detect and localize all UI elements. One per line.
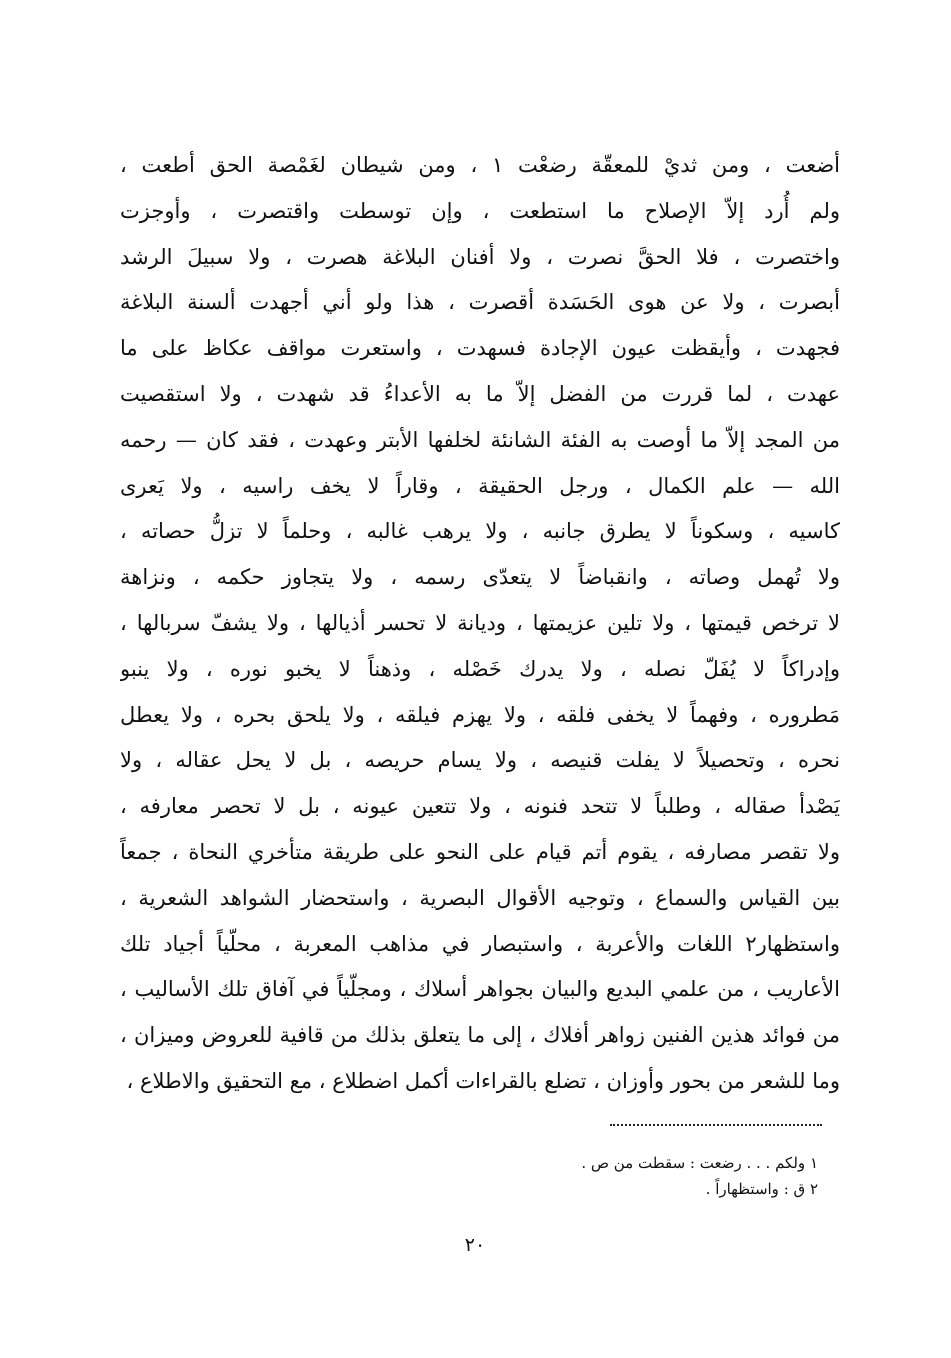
body-line: ولا تقصر مصارفه ، يقوم أتم قيام على النحو على طريقة متأخري النحاة ، جمعاً — [120, 839, 840, 864]
body-line: لا ترخص قيمتها ، ولا تلين عزيمتها ، وديانة لا تحسر أذيالها ، ولا يشفّ سربالها ، — [120, 610, 840, 635]
body-line: يَصْدأ صقاله ، وطلباً لا تتحد فنونه ، ولا تتعين عيونه ، بل لا تحصر معارفه ، — [120, 794, 840, 819]
page-number: ٢٠ — [464, 1234, 486, 1256]
footnote-2: ٢ ق : واستظهاراً . — [705, 1180, 818, 1198]
body-line: مَطروره ، وفهماً لا يخفى فلقه ، ولا يهزم فيلقه ، ولا يلحق بحره ، ولا يعطل — [120, 702, 840, 727]
body-line: واختصرت ، فلا الحقَّ نصرت ، ولا أفنان البلاغة هصرت ، ولا سبيلَ الرشد — [120, 244, 840, 269]
footnotes — [400, 1150, 818, 1202]
body-line: ولا تُهمل وصاته ، وانقباضاً لا يتعدّى رسمه ، ولا يتجاوز حكمه ، ونزاهة — [120, 565, 840, 590]
body-line: وإدراكاً لا يُفَلّ نصله ، ولا يدرك خَصْله ، وذهناً لا يخبو نوره ، ولا ينبو — [120, 656, 840, 681]
body-line: الله — علم الكمال ، ورجل الحقيقة ، وقاراً لا يخف راسيه ، ولا يَعرى — [120, 473, 840, 498]
footnote-divider — [610, 1124, 822, 1126]
body-line: بين القياس والسماع ، وتوجيه الأقوال البصرية ، واستحضار الشواهد الشعرية ، — [120, 885, 840, 910]
body-line: أضعت ، ومن ثديْ للمعقّة رضعْت ١ ، ومن شيطان لغَمْصة الحق أطعت ، — [120, 153, 840, 177]
body-line: ولم أُرد إلاّ الإصلاح ما استطعت ، وإن توسطت واقتصرت ، وأوجزت — [120, 198, 840, 223]
footnote-1: ١ ولكم . . . رضعت : سقطت من ص . — [581, 1154, 818, 1172]
body-line: من المجد إلاّ ما أوصت به الفئة الشانئة لخلفها الأبتر وعهدت ، فقد كان — رحمه — [120, 427, 840, 452]
body-line: كاسيه ، وسكوناً لا يطرق جانبه ، ولا يرهب غالبه ، وحلماً لا تزلُّ حصاته ، — [120, 519, 840, 544]
body-line: واستظهار٢ اللغات والأعربة ، واستبصار في مذاهب المعربة ، محلّياً أجياد تلك — [120, 931, 840, 956]
body-line: من فوائد هذين الفنين زواهر أفلاك ، إلى ما يتعلق بذلك من قافية للعروض وميزان ، — [120, 1023, 840, 1048]
body-text — [120, 143, 840, 1105]
body-line: أبصرت ، ولا عن هوى الحَسَدة أقصرت ، هذا ولو أني أجهدت ألسنة البلاغة — [120, 290, 840, 315]
body-line: فجهدت ، وأيقظت عيون الإجادة فسهدت ، واستعرت مواقف عكاظ على ما — [120, 336, 840, 361]
body-line: الأعاريب ، من علمي البديع والبيان بجواهر أسلاك ، ومجلّياً في آفاق تلك الأساليب ، — [120, 977, 840, 1002]
body-line: عهدت ، لما قررت من الفضل إلاّ ما به الأعداءُ قد شهدت ، ولا استقصيت — [120, 381, 840, 406]
body-line: وما للشعر من بحور وأوزان ، تضلع بالقراءات أكمل اضطلاع ، مع التحقيق والاطلاع ، — [126, 1068, 840, 1093]
body-line: نحره ، وتحصيلاً لا يفلت قنيصه ، ولا يسام حريصه ، بل لا يحل عقاله ، ولا — [120, 748, 840, 773]
